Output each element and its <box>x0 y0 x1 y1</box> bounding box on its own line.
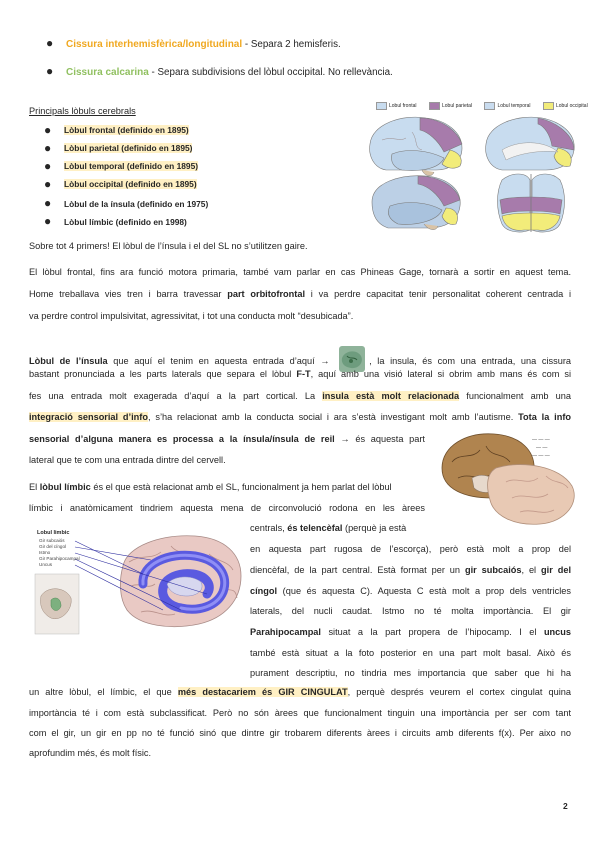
lobes-legend <box>376 102 588 110</box>
bullet-dot: ● <box>46 36 54 50</box>
legend-swatch <box>376 102 387 110</box>
frontal-paragraph-line: va perdre control impulsivitat, agressivitat, i tot una conducta molt “desubicada”. <box>29 311 354 321</box>
fissure-item-2 <box>46 64 393 80</box>
brain-superior-view <box>498 174 565 232</box>
lobe-item: Lòbul frontal (definido en 1895) <box>64 125 189 135</box>
legend-swatch <box>429 102 440 110</box>
limbic-label: Gir Parahipocampal <box>39 556 80 561</box>
bullet-dot: ● <box>44 214 52 228</box>
limbic-paragraph-line: Parahipocampal situat a la part propera de l’hipocamp. I el uncus <box>250 627 571 637</box>
limbic-label: Istmo <box>39 550 51 555</box>
limbic-figure <box>31 526 243 638</box>
bullet-dot: ● <box>44 196 52 210</box>
lobe-item: Lòbul temporal (definido en 1895) <box>64 161 199 171</box>
limbic-paragraph-line: centrals, és telencèfal (perquè ja està <box>250 523 407 533</box>
brain-lobes-figure <box>362 100 588 234</box>
limbic-paragraph-line: com el gir, un gir en pp no té funció sinó que dintre gir trobarem diferents àrees i circuits amb diferents f(x). Per aixo no <box>29 728 571 738</box>
insula-paragraph-line: Lòbul de l’ínsula que aquí el tenim en aquesta entrada d’aquí → , la insula, és com una entrada, una cissura <box>29 346 571 372</box>
limbic-paragraph-line: cíngol (que és aquesta C). Aquesta C està molt a prop dels ventricles <box>250 586 571 596</box>
limbic-label: Gir subcaiós <box>39 538 65 543</box>
limbic-paragraph-line: aprofundim més, és molt físic. <box>29 748 152 758</box>
frontal-paragraph-line: Home treballava vies tren i barra travessar part orbitofrontal i va perdre capacitat tenir personalitat coherent centrada i <box>29 289 572 299</box>
insula-paragraph-line: sensorial d’alguna manera es processa a la ínsula/ínsula de reil → és aquesta part <box>29 434 425 444</box>
fissure-item-1 <box>46 36 341 52</box>
svg-text:— — —: — — — <box>532 437 550 443</box>
page-number: 2 <box>563 801 568 811</box>
insula-paragraph-line: lateral que te com una entrada dintre del cervell. <box>29 455 226 465</box>
limbic-paragraph-line: també està situat a la foto posterior en una part molt basal. Això és <box>250 648 571 658</box>
bullet-dot: ● <box>46 64 54 78</box>
legend-label: Lobul temporal <box>497 103 531 109</box>
limbic-paragraph-line: El lòbul límbic és el que està relacionat amb el SL, funcionalment ja hem parlat del lòbul <box>29 482 392 492</box>
limbic-figure-labels <box>39 538 80 568</box>
bullet-dot: ● <box>44 159 52 173</box>
legend-label: Lobul frontal <box>389 103 417 109</box>
limbic-paragraph-line: un altre lòbul, el límbic, el que més destacariem és GIR CINGULAT, perquè després veurem el cortex cingulat quina <box>29 687 571 697</box>
limbic-figure-title: Lobul limbic <box>37 530 70 536</box>
legend-label: Lobul parietal <box>441 103 473 109</box>
insula-paragraph-line: integració sensorial d’info, s’ha relacionat amb la conducta social i ara s’està investigant molt amb l’autisme. Tota la info <box>29 412 572 422</box>
lobe-item: Lòbul parietal (definido en 1895) <box>64 143 193 153</box>
limbic-paragraph-line: límbic i anatòmicament tindriem aquesta mena de circonvolució rodona en les àrees <box>29 503 425 513</box>
fissure-term: Cissura interhemisfèrica/longitudinal <box>65 39 243 50</box>
bullet-dot: ● <box>44 177 52 191</box>
insula-paragraph-line: bastant pronunciada a les parts laterals que separa el lòbul F-T, aquí amb una visió lateral si obrim amb mans és com si <box>29 369 571 379</box>
lobe-item: Lòbul occipital (definido en 1895) <box>64 179 197 189</box>
fissure-desc: - Separa subdivisions del lòbul occipital. No rellevància. <box>148 67 393 78</box>
limbic-paragraph-line: laterals, del nucli caudat. Istmo no té molta importància. El gir <box>250 606 571 616</box>
frontal-paragraph-line: El lòbul frontal, fins ara funció motora primaria, també vam parlar en cas Phineas Gage, tornarà a sortir en aquest tema. <box>29 267 571 277</box>
limbic-label: Uncus <box>39 562 53 567</box>
limbic-paragraph-line: importància té i com està subclassificat. Però no són àrees que funcionalment tinguin una importància per ser com tant <box>29 708 571 718</box>
insula-paragraph-line: fes una entrada molt exagerada d’aquí a la part cortical. La insula està molt relacionada funcionalment amb una <box>29 391 571 401</box>
brain-lateral-view <box>370 117 462 175</box>
insula-photo <box>436 432 582 526</box>
limbic-paragraph-line: purament descriptiu, no tindria mes importancia que saber que hi ha <box>250 668 571 678</box>
limbic-label: Gir del cíngol <box>39 544 67 549</box>
svg-text:— — —: — — — <box>532 453 550 459</box>
legend-swatch <box>543 102 554 110</box>
lobe-item: Lòbul de la ínsula (definido en 1975) <box>64 199 209 209</box>
bullet-dot: ● <box>44 141 52 155</box>
lobe-item: Lòbul límbic (definido en 1998) <box>64 217 187 227</box>
brain-medial-view <box>486 117 575 170</box>
bullet-dot: ● <box>44 123 52 137</box>
brain-lateral-photo <box>372 176 460 230</box>
limbic-paragraph-line: en aquesta part rugosa de l’escorça), però està molt a prop del <box>250 544 571 554</box>
fissure-desc: - Separa 2 hemisferis. <box>242 39 341 50</box>
legend-swatch <box>484 102 495 110</box>
fissure-term: Cissura calcarina <box>65 67 149 78</box>
lobes-heading: Principals lòbuls cerebrals <box>29 106 136 116</box>
brain-lobes-svg <box>362 110 580 234</box>
paragraph-summary: Sobre tot 4 primers! El lòbul de l’ínsula i el del SL no s’utilitzen gaire. <box>29 241 308 251</box>
svg-text:— —: — — <box>536 445 548 451</box>
limbic-paragraph-line: diencèfal, de la part central. Està format per un gir subcaiós, el gir del <box>250 565 571 575</box>
legend-label: Lobul occipital <box>556 103 588 109</box>
